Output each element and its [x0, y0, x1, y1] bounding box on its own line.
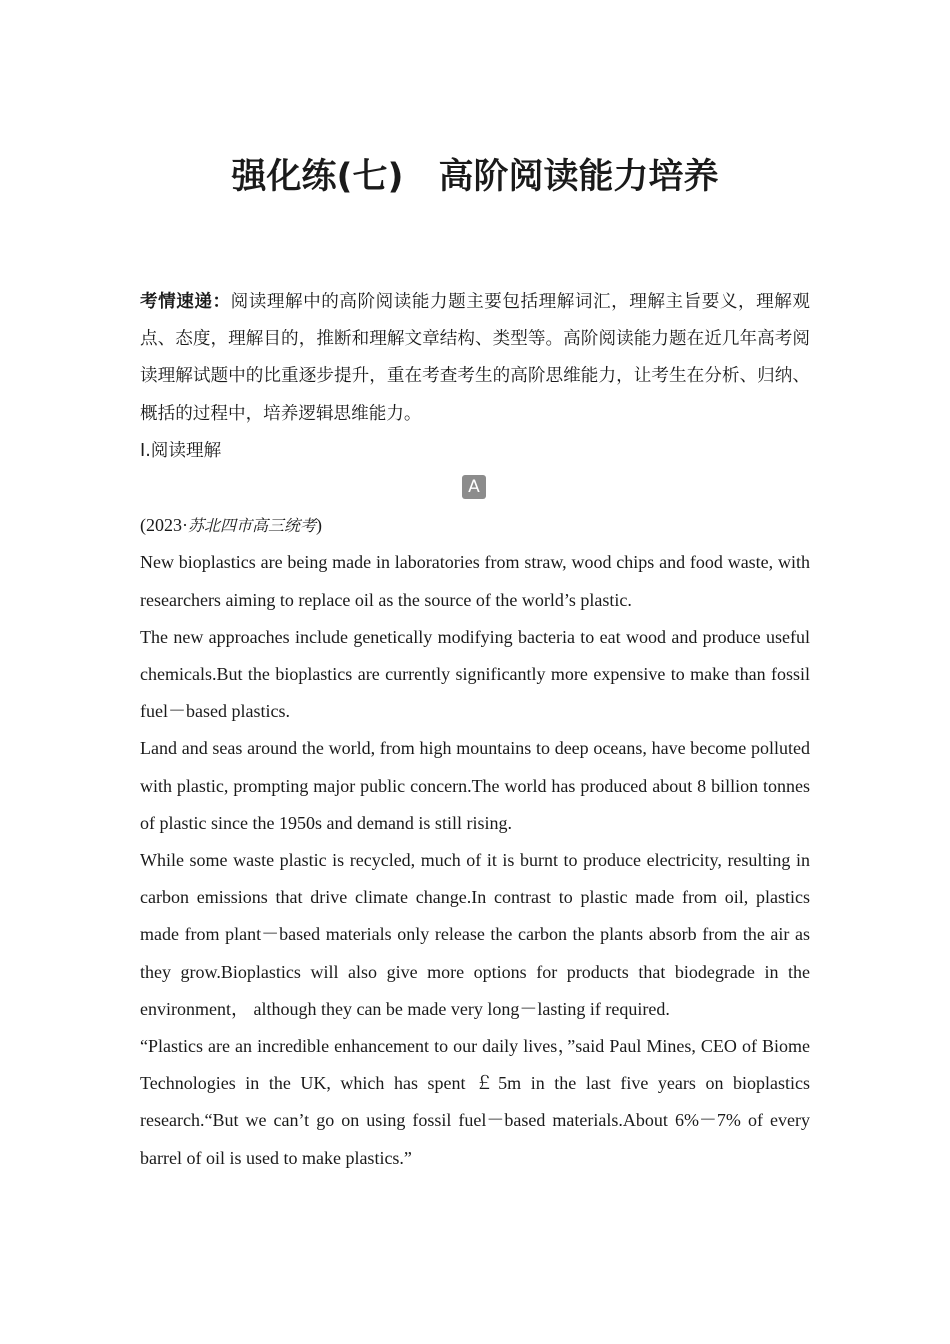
intro-paragraph — [140, 284, 810, 433]
passage-paragraph-5: “Plastics are an incredible enhancement to our daily lives，”said Paul Mines, CEO of Biome Technologies in the UK, which has spent ￡5m in the last five years on bioplastics research.“But we can’t go on using fossil fuel－based materials.About 6%－7% of every barrel of oil is used to make plastics.” — [140, 1036, 810, 1168]
page-title: 强化练(七) 高阶阅读能力培养 — [231, 157, 719, 197]
source-close: ) — [316, 515, 323, 536]
source-name: 苏北四市高三统考 — [188, 516, 317, 536]
passage-source — [140, 507, 810, 544]
passage-badge: A — [462, 475, 486, 499]
passage-paragraph-1: New bioplastics are being made in laboratories from straw, wood chips and food waste, with researchers aiming to replace oil as the source of the world’s plastic. — [140, 552, 810, 610]
passage-paragraph-2: The new approaches include genetically modifying bacteria to eat wood and produce useful chemicals.But the bioplastics are currently significantly more expensive to make than fossil fuel－based plastics. — [140, 626, 810, 722]
source-open: (2023· — [140, 515, 188, 536]
intro-text: 阅读理解中的高阶阅读能力题主要包括理解词汇，理解主旨要义，理解观点、态度，理解目的，推断和理解文章结构、类型等。高阶阅读能力题在近几年高考阅读理解试题中的比重逐步提升，重在考查考生的高阶思维能力，让考生在分析、归纳、概括的过程中，培养逻辑思维能力。 — [140, 292, 810, 424]
passage-paragraph-4: While some waste plastic is recycled, much of it is burnt to produce electricity, resulting in carbon emissions that drive climate change.In contrast to plastic made from oil, plastics made from plant－based materials only release the carbon the plants absorb from the air as they grow.Bioplastics will also give more options for products that biodegrade in the environment， although they can be made very long－lasting if required. — [140, 850, 810, 1019]
section-heading: Ⅰ.阅读理解 — [140, 440, 222, 461]
intro-label: 考情速递： — [140, 292, 231, 312]
passage-paragraph-3: Land and seas around the world, from high mountains to deep oceans, have become polluted with plastic, prompting major public concern.The world has produced about 8 billion tonnes of plastic since the 1950s and demand is still rising. — [140, 738, 810, 833]
document-body — [140, 284, 810, 1177]
passage-badge-row — [140, 470, 810, 507]
